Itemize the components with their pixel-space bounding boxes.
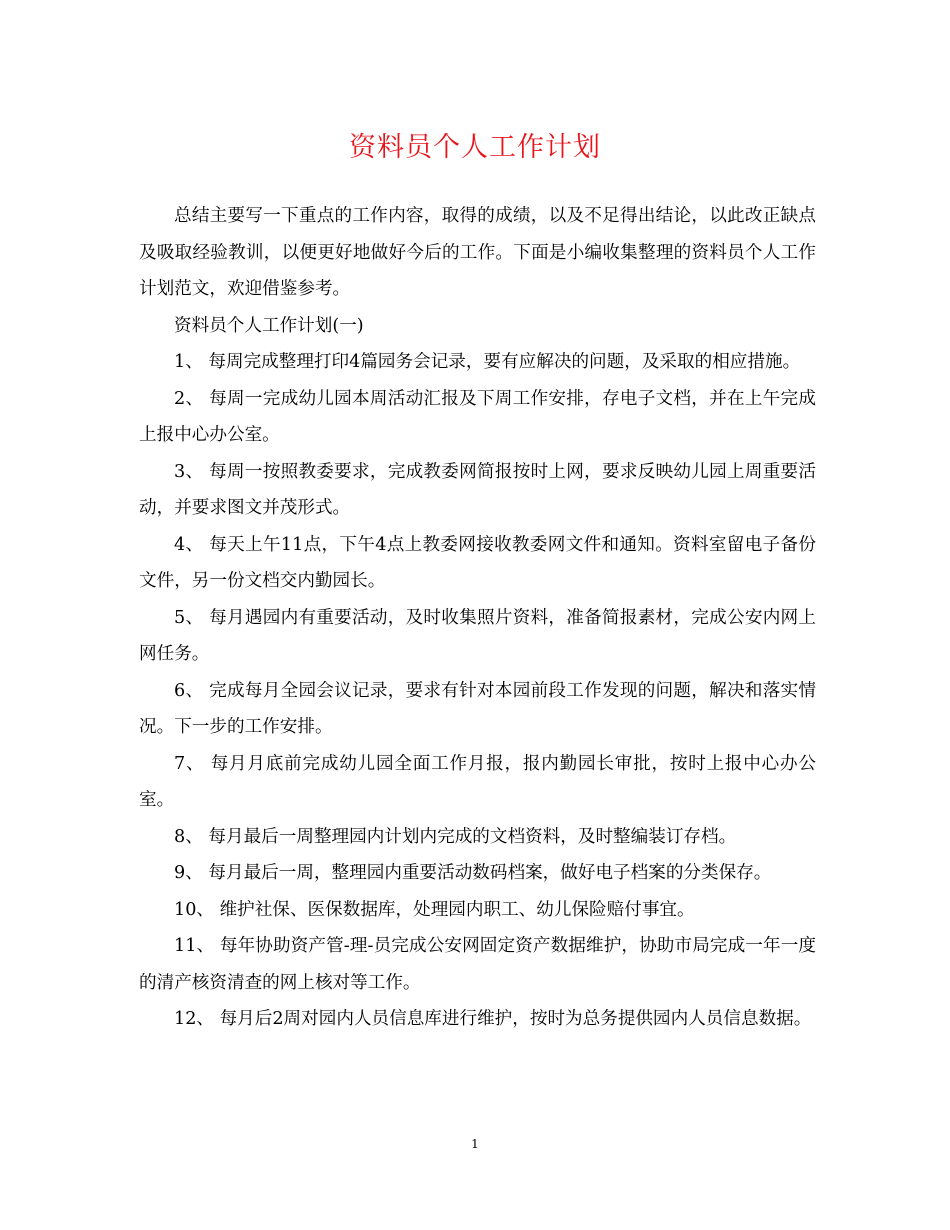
list-item: 1、 每周完成整理打印4篇园务会记录，要有应解决的问题，及采取的相应措施。 [174, 352, 801, 372]
list-item: 8、 每月最后一周整理园内计划内完成的文档资料，及时整编装订存档。 [174, 826, 737, 847]
page-number: 1 [471, 1137, 479, 1151]
list-item: 5、 每月遇园内有重要活动，及时收集照片资料，准备简报素材，完成公安内网上网任务。 [139, 607, 816, 664]
intro-paragraph: 总结主要写一下重点的工作内容，取得的成绩，以及不足得出结论，以此改正缺点及吸取经验教训，以便更好地做好今后的工作。下面是小编收集整理的资料员个人工作计划范文，欢迎借鉴参考。 [139, 206, 816, 299]
list-item: 4、 每天上午11点，下午4点上教委网接收教委网文件和通知。资料室留电子备份文件，另一份文档交内勤园长。 [139, 534, 816, 591]
section-heading: 资料员个人工作计划(一) [174, 315, 364, 336]
document-title: 资料员个人工作计划 [349, 132, 601, 163]
list-item: 2、 每周一完成幼儿园本周活动汇报及下周工作安排，存电子文档，并在上午完成上报中心办公室。 [139, 388, 816, 445]
list-item: 11、 每年协助资产管-理-员完成公安网固定资产数据维护，协助市局完成一年一度的清产核资清查的网上核对等工作。 [139, 936, 816, 993]
list-item: 6、 完成每月全园会议记录，要求有针对本园前段工作发现的问题，解决和落实情况。下一步的工作安排。 [139, 680, 816, 737]
list-item: 3、 每周一按照教委要求，完成教委网简报按时上网，要求反映幼儿园上周重要活动，并要求图文并茂形式。 [139, 461, 816, 518]
list-item: 9、 每月最后一周，整理园内重要活动数码档案，做好电子档案的分类保存。 [174, 863, 772, 883]
document-body [139, 198, 816, 1038]
list-item: 7、 每月月底前完成幼儿园全面工作月报，报内勤园长审批，按时上报中心办公室。 [139, 753, 816, 810]
list-item: 12、 每月后2周对园内人员信息库进行维护，按时为总务提供园内人员信息数据。 [174, 1009, 812, 1029]
list-item: 10、 维护社保、医保数据库，处理园内职工、幼儿保险赔付事宜。 [174, 899, 695, 920]
